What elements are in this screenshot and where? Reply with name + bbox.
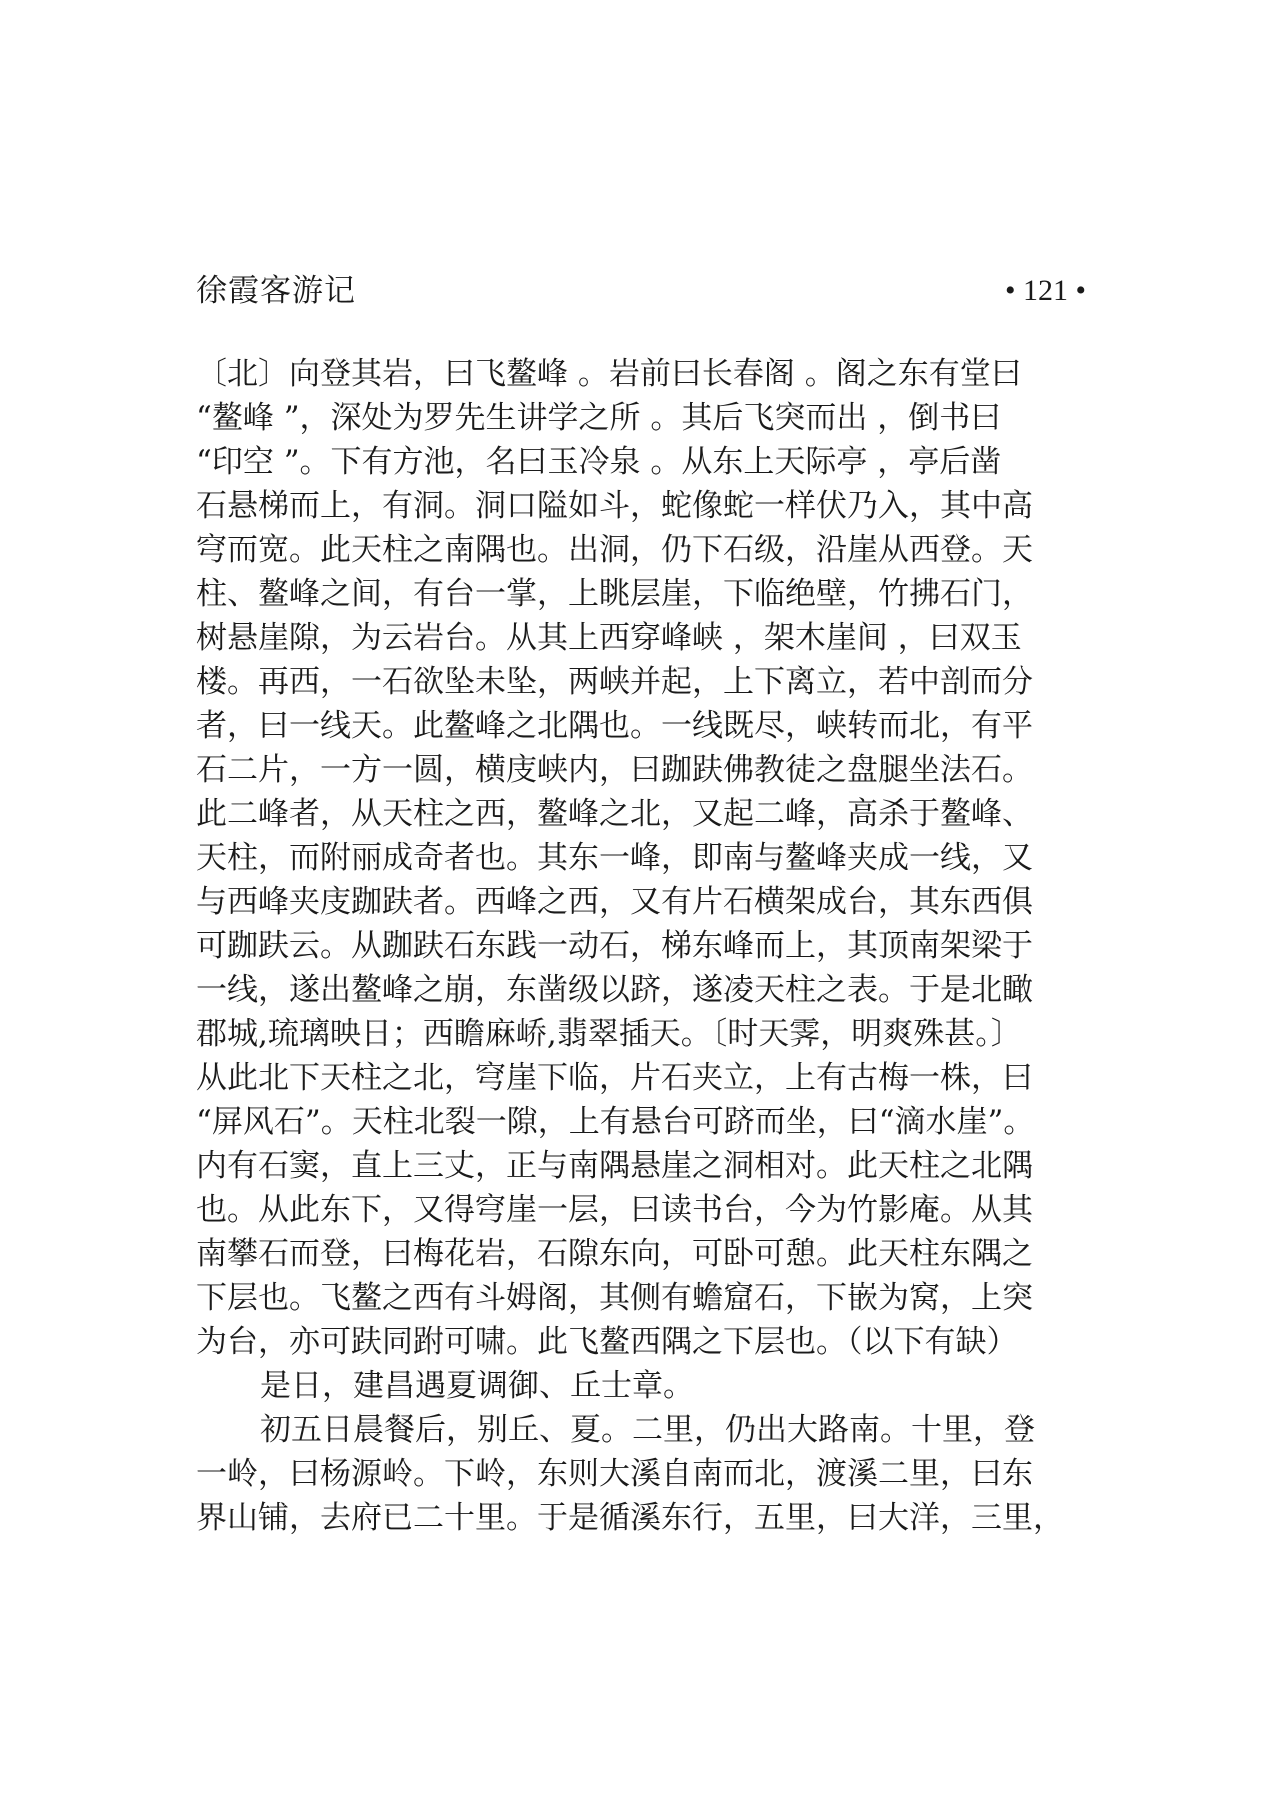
text-line: 石悬梯而上，有洞。洞口隘如斗，蛇像蛇一样伏乃入，其中高 (196, 488, 1033, 524)
text-line: 郡城,琉璃映日；西瞻麻峤,翡翠插天。〔时天霁，明爽殊甚。〕 (196, 1016, 1022, 1052)
text-line: 楼。再西，一石欲坠未坠，两峡并起，上下离立，若中剖而分 (196, 664, 1033, 700)
text-line: 内有石窦，直上三丈，正与南隅悬崖之洞相对。此天柱之北隅 (196, 1148, 1033, 1184)
text-line: 者，曰一线天。此鳌峰之北隅也。一线既尽，峡转而北，有平 (196, 708, 1033, 744)
text-line: 界山铺，去府已二十里。于是循溪东行，五里，曰大洋，三里， (196, 1500, 1064, 1536)
text-line: 穹而宽。此天柱之南隅也。出洞，仍下石级，沿崖从西登。天 (196, 532, 1033, 568)
page-number: • 121 • (1004, 274, 1086, 307)
text-line: 南攀石而登，曰梅花岩，石隙东向，可卧可憩。此天柱东隅之 (196, 1236, 1033, 1272)
book-title: 徐霞客游记 (196, 273, 356, 309)
text-line: 下层也。飞鳌之西有斗姆阁，其侧有蟾窟石，下嵌为窝，上突 (196, 1280, 1033, 1316)
text-line: 初五日晨餐后，别丘、夏。二里，仍出大路南。十里，登 (260, 1412, 1035, 1448)
text-line: 石二片，一方一圆，横庋峡内，曰跏趺佛教徒之盘腿坐法石。 (196, 752, 1033, 788)
text-line: “印空 ”。下有方池，名曰玉冷泉 。从东上天际亭 ，亭后凿 (196, 444, 1002, 480)
text-line: 天柱，而附丽成奇者也。其东一峰，即南与鳌峰夹成一线，又 (196, 840, 1033, 876)
text-line: 树悬崖隙，为云岩台。从其上西穿峰峡 ，架木崖间 ，曰双玉 (196, 620, 1022, 656)
text-line: 〔北〕向登其岩，曰飞鳌峰 。岩前曰长春阁 。阁之东有堂曰 (196, 356, 1022, 392)
text-line: 是日，建昌遇夏调御、丘士章。 (260, 1368, 694, 1404)
running-header (196, 268, 1086, 314)
text-line: “鳌峰 ”，深处为罗先生讲学之所 。其后飞突而出 ，倒书曰 (196, 400, 1002, 436)
text-line: 与西峰夹庋跏趺者。西峰之西，又有片石横架成台，其东西俱 (196, 884, 1033, 920)
text-line: 可跏趺云。从跏趺石东践一动石，梯东峰而上，其顶南架梁于 (196, 928, 1033, 964)
text-line: 也。从此东下，又得穹崖一层，曰读书台，今为竹影庵。从其 (196, 1192, 1033, 1228)
text-line: 柱、鳌峰之间，有台一掌，上眺层崖，下临绝壁，竹拂石门， (196, 576, 1033, 612)
text-line: 此二峰者，从天柱之西，鳌峰之北，又起二峰，高杀于鳌峰、 (196, 796, 1033, 832)
text-line: 一岭，曰杨源岭。下岭，东则大溪自南而北，渡溪二里，曰东 (196, 1456, 1033, 1492)
text-line: 从此北下天柱之北，穹崖下临，片石夹立，上有古梅一株，曰 (196, 1060, 1033, 1096)
text-line: 为台，亦可趺同跗可啸。此飞鳌西隅之下层也。（以下有缺） (196, 1324, 1018, 1360)
text-line: 一线，遂出鳌峰之崩，东凿级以跻，遂凌天柱之表。于是北瞰 (196, 972, 1033, 1008)
text-line: “屏风石”。天柱北裂一隙，上有悬台可跻而坐，曰“滴水崖”。 (196, 1104, 1035, 1140)
body-text (196, 352, 1116, 1540)
